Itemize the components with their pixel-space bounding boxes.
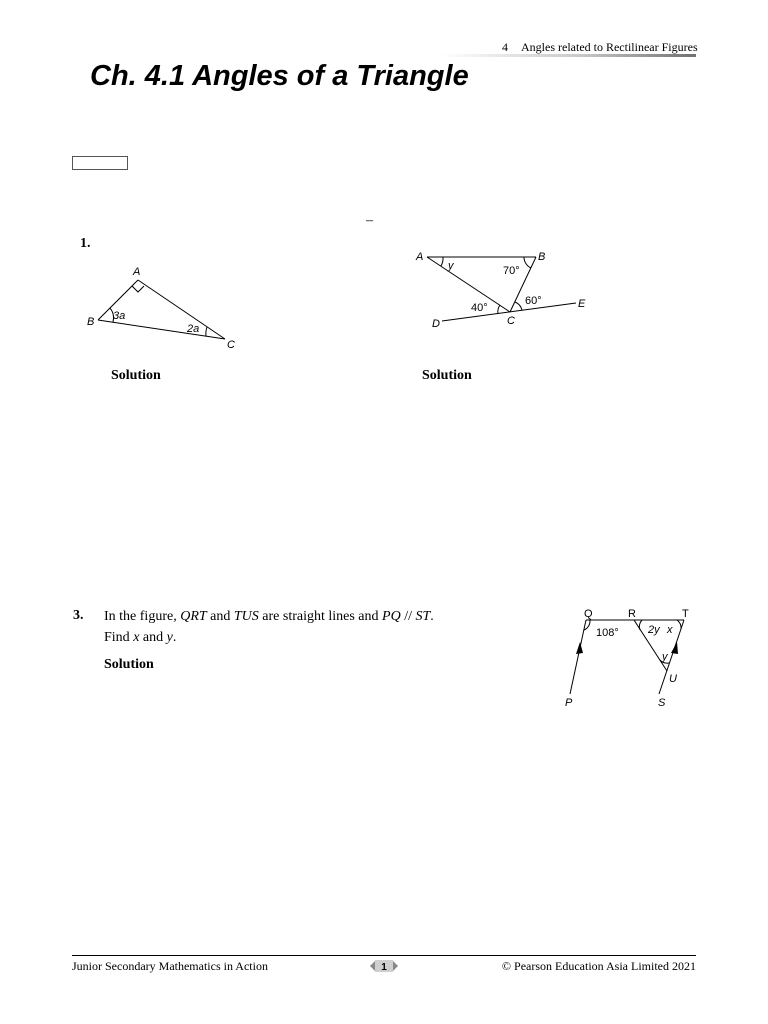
angle-60-label: 60° xyxy=(525,295,542,307)
angle-2a-label: 2a xyxy=(187,323,200,335)
text-part: . xyxy=(172,630,177,645)
question-1-number: 1. xyxy=(80,236,91,251)
question-3-number: 3. xyxy=(73,608,84,623)
point-e-label: E xyxy=(578,298,586,310)
triangle-abc-figure xyxy=(80,262,250,352)
question-3-line-1 xyxy=(104,606,504,627)
text-part: and xyxy=(206,609,234,624)
vertex-b-label: B xyxy=(87,316,95,328)
angle-2y-label: 2y xyxy=(648,624,660,636)
angle-y-label: y xyxy=(448,260,454,272)
q1-solution-label: Solution xyxy=(111,368,161,383)
chapter-header xyxy=(440,38,696,58)
question-3-text xyxy=(104,606,504,648)
parallel-lines-figure xyxy=(556,606,696,712)
text-part: In the figure, xyxy=(104,609,181,624)
point-d-label: D xyxy=(432,318,440,330)
var-y: y xyxy=(166,630,173,645)
vertex-a-label: A xyxy=(133,266,141,278)
point-r-label: R xyxy=(628,608,636,620)
text-part: Find xyxy=(104,630,134,645)
footer-rule xyxy=(72,955,696,956)
page-number: 1 xyxy=(381,962,387,973)
angle-40-label: 40° xyxy=(471,302,488,314)
triangle-abc-straight-line-figure xyxy=(414,248,594,334)
point-q-label: Q xyxy=(584,608,593,620)
footer-book-title: Junior Secondary Mathematics in Action xyxy=(72,959,268,973)
angle-70-label: 70° xyxy=(503,265,520,277)
vertex-b-label: B xyxy=(538,251,546,263)
angle-x-label: x xyxy=(667,624,673,636)
line-st: ST xyxy=(415,609,431,624)
line-pq: PQ xyxy=(382,609,401,624)
point-u-label: U xyxy=(669,673,677,685)
text-part: . xyxy=(430,609,434,624)
angle-y-label: y xyxy=(662,651,668,663)
question-3-line-2 xyxy=(104,627,504,648)
vertex-c-label: C xyxy=(507,315,515,327)
dash-mark: – xyxy=(366,213,373,228)
vertex-a-label: A xyxy=(416,251,424,263)
q2-solution-label: Solution xyxy=(422,368,472,383)
header-rule xyxy=(440,54,696,57)
q3-solution-label: Solution xyxy=(104,657,154,672)
blank-box xyxy=(72,156,128,170)
page-title: Ch. 4.1 Angles of a Triangle xyxy=(90,60,469,92)
var-x: x xyxy=(133,630,140,645)
parallel-sign: // xyxy=(400,609,416,624)
angle-3a-label: 3a xyxy=(113,310,126,322)
line-tus: TUS xyxy=(233,609,259,624)
line-qrt: QRT xyxy=(180,609,207,624)
angle-108-label: 108° xyxy=(596,627,619,639)
text-part: and xyxy=(139,630,167,645)
chapter-title: Angles related to Rectilinear Figures xyxy=(521,40,698,54)
text-part: are straight lines and xyxy=(258,609,383,624)
point-s-label: S xyxy=(658,697,666,709)
point-t-label: T xyxy=(682,608,689,620)
chapter-number: 4 xyxy=(502,40,508,54)
page-number-badge xyxy=(364,959,404,973)
vertex-c-label: C xyxy=(227,339,235,351)
point-p-label: P xyxy=(565,697,573,709)
footer-copyright: © Pearson Education Asia Limited 2021 xyxy=(501,959,696,973)
